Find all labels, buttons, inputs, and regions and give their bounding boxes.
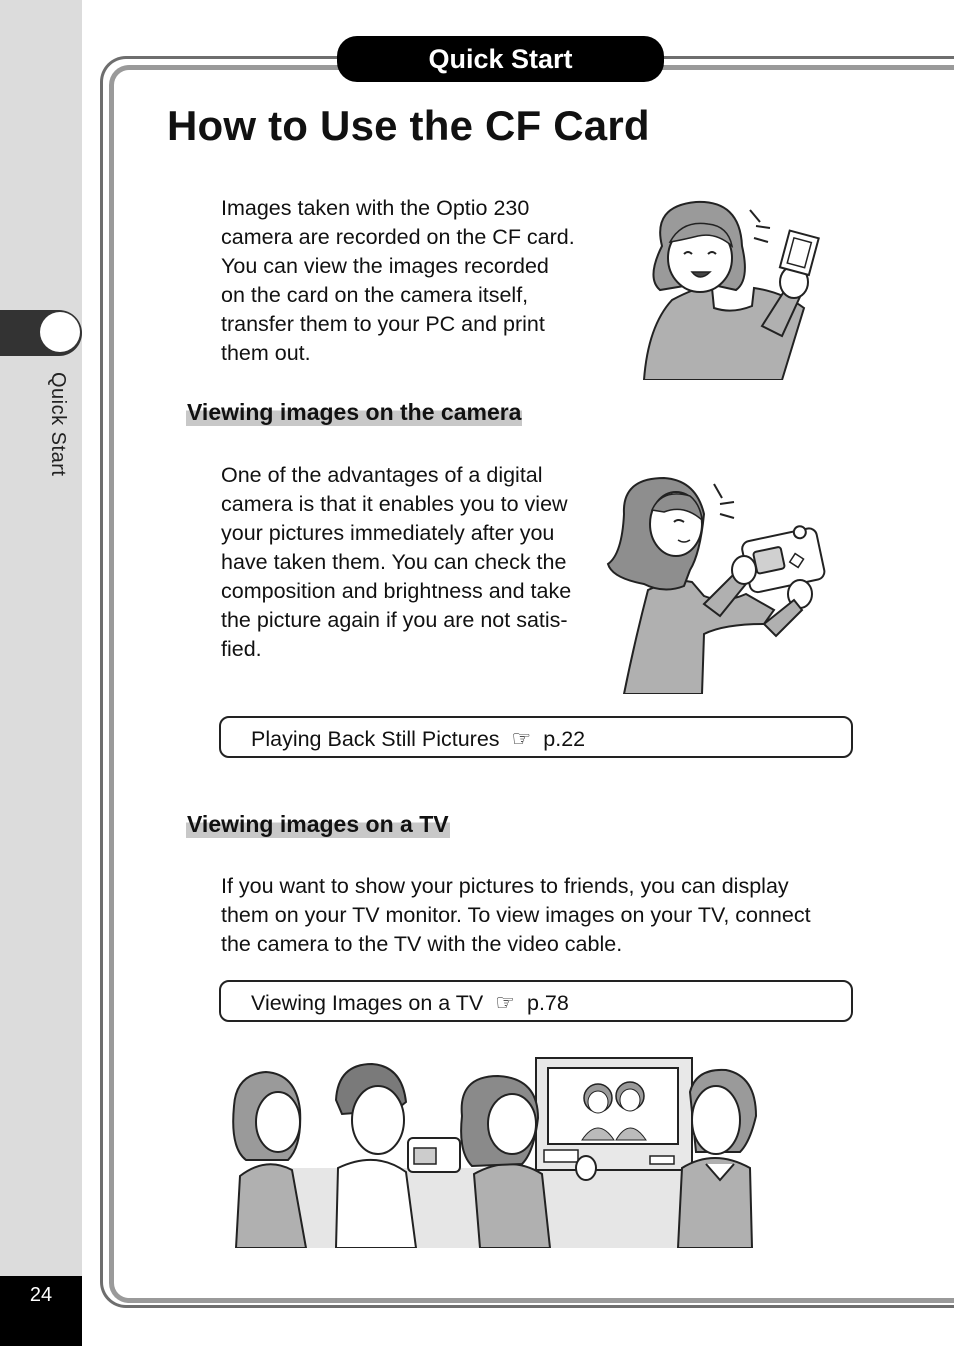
group-watching-tv-illustration bbox=[226, 1056, 766, 1248]
reference-box-playback[interactable] bbox=[219, 716, 853, 758]
sidebar-section-label: Quick Start bbox=[47, 372, 69, 477]
camera-line: your pictures immediately after you bbox=[221, 521, 555, 545]
intro-line: them out. bbox=[221, 341, 311, 365]
reference-page[interactable]: p.78 bbox=[527, 991, 569, 1015]
intro-line: Images taken with the Optio 230 bbox=[221, 196, 530, 220]
sidebar-tab-dot bbox=[40, 312, 80, 352]
camera-line: One of the advantages of a digital bbox=[221, 463, 543, 487]
intro-line: on the card on the camera itself, bbox=[221, 283, 529, 307]
reference-box-tv[interactable] bbox=[219, 980, 853, 1022]
reference-text: Playing Back Still Pictures bbox=[251, 727, 500, 751]
woman-viewing-camera-illustration bbox=[604, 474, 826, 694]
tv-line: them on your TV monitor. To view images on your TV, connect bbox=[221, 903, 811, 927]
tv-paragraph bbox=[221, 872, 811, 959]
section-heading-camera: Viewing images on the camera bbox=[187, 399, 522, 425]
page-title: How to Use the CF Card bbox=[167, 102, 650, 149]
reference-text: Viewing Images on a TV bbox=[251, 991, 484, 1015]
pointing-hand-icon: ☞ bbox=[495, 990, 515, 1015]
intro-line: You can view the images recorded bbox=[221, 254, 549, 278]
camera-line: camera is that it enables you to view bbox=[221, 492, 568, 516]
camera-paragraph bbox=[221, 461, 571, 664]
tv-line: the camera to the TV with the video cable. bbox=[221, 932, 623, 956]
camera-line: fied. bbox=[221, 637, 262, 661]
woman-holding-card-illustration bbox=[632, 196, 838, 380]
page-number: 24 bbox=[29, 1284, 53, 1306]
section-header-pill: Quick Start bbox=[337, 36, 664, 82]
sidebar bbox=[0, 0, 82, 1346]
tv-line: If you want to show your pictures to friends, you can display bbox=[221, 874, 789, 898]
camera-line: the picture again if you are not satis- bbox=[221, 608, 568, 632]
section-heading-tv: Viewing images on a TV bbox=[187, 811, 449, 837]
pointing-hand-icon: ☞ bbox=[511, 726, 532, 751]
camera-line: composition and brightness and take bbox=[221, 579, 572, 603]
camera-line: have taken them. You can check the bbox=[221, 550, 567, 574]
intro-line: camera are recorded on the CF card. bbox=[221, 225, 575, 249]
intro-paragraph bbox=[221, 194, 575, 368]
intro-line: transfer them to your PC and print bbox=[221, 312, 545, 336]
reference-page[interactable]: p.22 bbox=[543, 727, 586, 751]
